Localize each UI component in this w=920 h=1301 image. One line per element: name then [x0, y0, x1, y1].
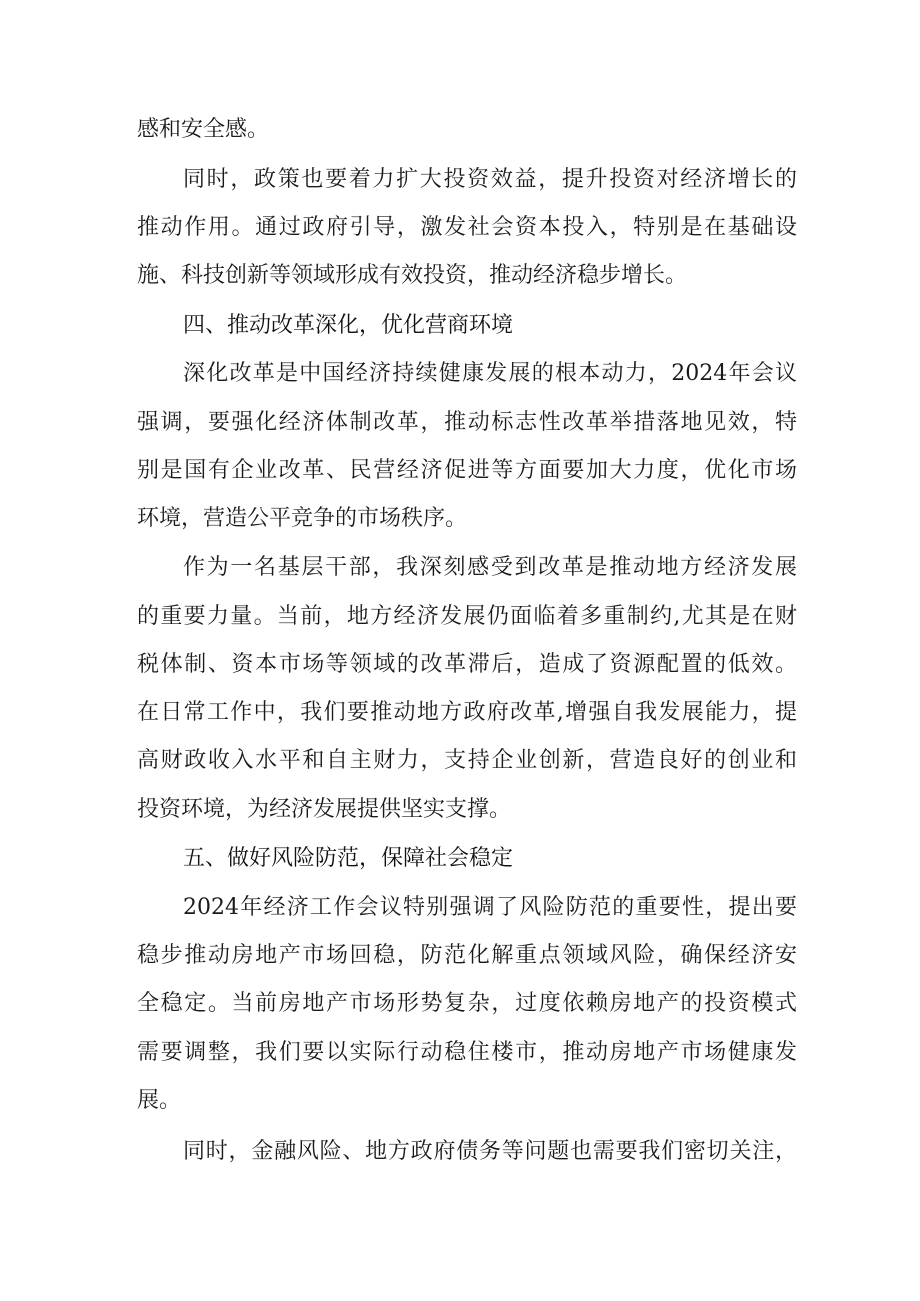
- section-heading-4: 四、推动改革深化，优化营商环境: [183, 313, 514, 338]
- paragraph-line: 别是国有企业改革、民营经济促进等方面要加大力度，优化市场: [137, 458, 797, 483]
- paragraph-line: 需要调整，我们要以实际行动稳住楼市，推动房地产市场健康发: [137, 1040, 797, 1065]
- paragraph-line: 税体制、资本市场等领域的改革滞后，造成了资源配置的低效。: [137, 652, 797, 677]
- paragraph-line: 推动作用。通过政府引导，激发社会资本投入，特别是在基础设: [137, 215, 797, 240]
- paragraph-line: 投资环境，为经济发展提供坚实支撑。: [137, 797, 512, 822]
- paragraph-line: 同时，政策也要着力扩大投资效益，提升投资对经济增长的: [183, 167, 797, 192]
- paragraph-line: 深化改革是中国经济持续健康发展的根本动力，2024年会议: [183, 361, 797, 386]
- paragraph-line: 高财政收入水平和自主财力，支持企业创新，营造良好的创业和: [137, 748, 797, 773]
- paragraph-line: 2024年经济工作会议特别强调了风险防范的重要性，提出要: [183, 895, 797, 920]
- paragraph-line: 稳步推动房地产市场回稳，防范化解重点领域风险，确保经济安: [137, 943, 797, 968]
- paragraph-line: 展。: [137, 1088, 182, 1113]
- paragraph-line: 感和安全感。: [137, 117, 270, 142]
- paragraph-line: 同时，金融风险、地方政府债务等问题也需要我们密切关注，: [183, 1139, 797, 1164]
- paragraph-line: 施、科技创新等领域形成有效投资，推动经济稳步增长。: [137, 263, 688, 288]
- paragraph-line: 强调，要强化经济体制改革，推动标志性改革举措落地见效，特: [137, 410, 797, 435]
- paragraph-line: 在日常工作中，我们要推动地方政府改革,增强自我发展能力，提: [137, 700, 797, 725]
- paragraph-line: 全稳定。当前房地产市场形势复杂，过度依赖房地产的投资模式: [137, 991, 797, 1016]
- section-heading-5: 五、做好风险防范，保障社会稳定: [183, 846, 514, 871]
- paragraph-line: 作为一名基层干部，我深刻感受到改革是推动地方经济发展: [183, 555, 797, 580]
- paragraph-line: 环境，营造公平竞争的市场秩序。: [137, 506, 468, 531]
- paragraph-line: 的重要力量。当前，地方经济发展仍面临着多重制约,尤其是在财: [137, 604, 797, 629]
